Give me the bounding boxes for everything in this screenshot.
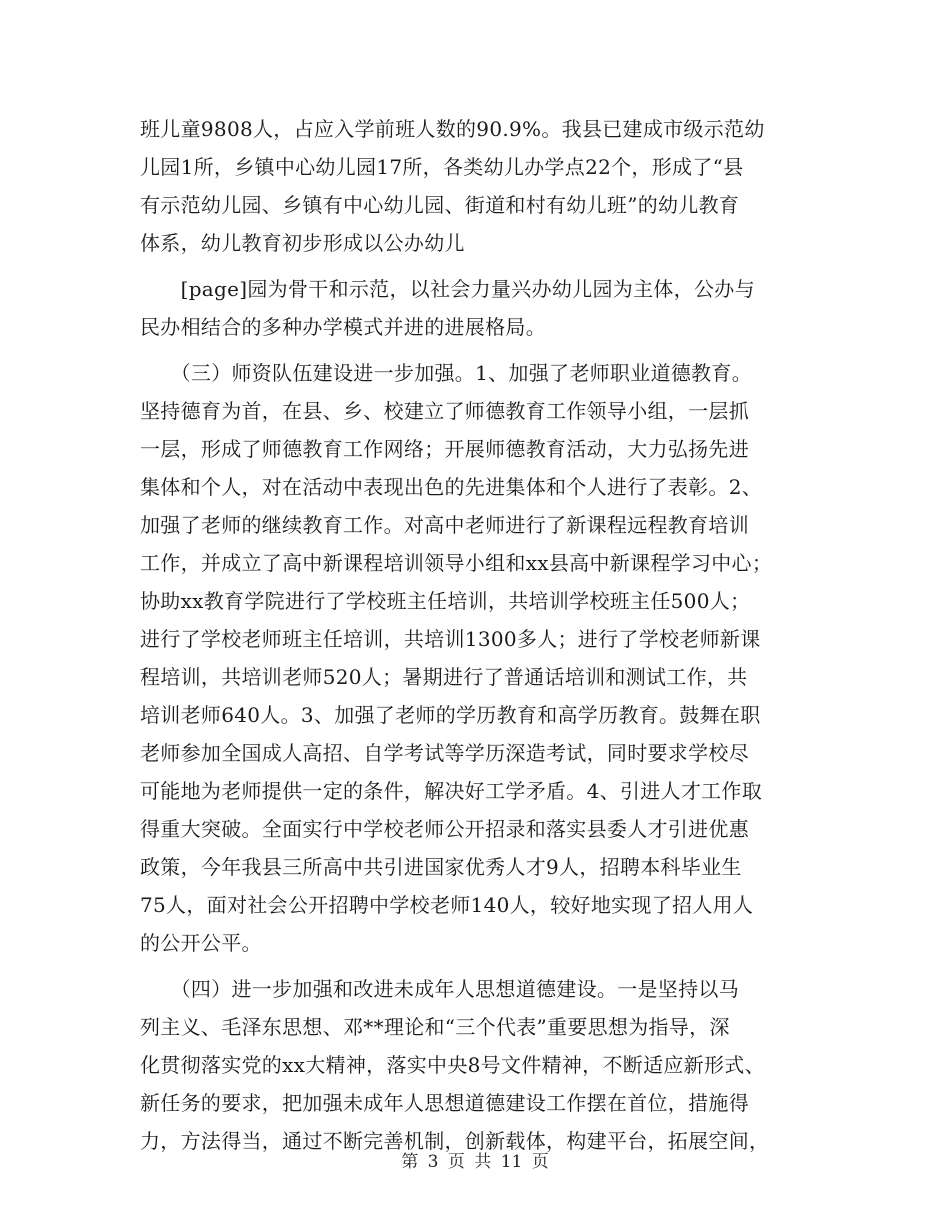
text-line: 一层，形成了师德教育工作网络；开展师德教育活动，大力弘扬先进: [140, 437, 749, 461]
text-line: 民办相结合的多种办学模式并进的进展格局。: [140, 315, 546, 339]
text-line: 坚持德育为首，在县、乡、校建立了师德教育工作领导小组，一层抓: [140, 399, 749, 423]
text-line: 政策，今年我县三所高中共引进国家优秀人才9人，招聘本科毕业生: [140, 855, 742, 879]
text-line: 工作，并成立了高中新课程培训领导小组和xx县高中新课程学习中心；: [140, 551, 773, 575]
footer-total-label: 共: [474, 1152, 492, 1172]
text-line: 程培训，共培训老师520人；暑期进行了普通话培训和测试工作，共: [140, 665, 748, 689]
text-line: [page]园为骨干和示范，以社会力量兴办幼儿园为主体，公办与: [140, 277, 755, 301]
text-line: 75人，面对社会公开招聘中学校老师140人，较好地实现了招人用人: [140, 893, 754, 917]
footer-suffix: 页: [531, 1152, 549, 1172]
text-line: 新任务的要求，把加强未成年人思想道德建设工作摆在首位，措施得: [140, 1091, 749, 1115]
paragraph: [140, 354, 820, 962]
text-line: 列主义、毛泽东思想、邓**理论和“三个代表”重要思想为指导，深: [140, 1015, 730, 1039]
page-footer: [0, 1150, 950, 1174]
text-line: 的公开公平。: [140, 931, 262, 955]
document-body: [140, 110, 820, 1168]
text-line: 协助xx教育学院进行了学校班主任培训，共培训学校班主任500人；: [140, 589, 751, 613]
text-line: 力，方法得当，通过不断完善机制，创新载体，构建平台，拓展空间，: [140, 1129, 770, 1153]
text-line: （三）师资队伍建设进一步加强。1、加强了老师职业道德教育。: [140, 361, 753, 385]
text-line: 班儿童9808人，占应入学前班人数的90.9%。我县已建成市级示范幼: [140, 117, 765, 141]
paragraph: [140, 270, 820, 346]
text-line: 加强了老师的继续教育工作。对高中老师进行了新课程远程教育培训: [140, 513, 749, 537]
text-line: 培训老师640人。3、加强了老师的学历教育和高学历教育。鼓舞在职: [140, 703, 761, 727]
footer-page-label: 页: [447, 1152, 465, 1172]
text-line: 儿园1所，乡镇中心幼儿园17所，各类幼儿办学点22个，形成了“县: [140, 155, 744, 179]
text-line: 集体和个人，对在活动中表现出色的先进集体和个人进行了表彰。2、: [140, 475, 763, 499]
text-line: 体系，幼儿教育初步形成以公办幼儿: [140, 231, 465, 255]
paragraph: [140, 110, 820, 262]
text-line: （四）进一步加强和改进未成年人思想道德建设。一是坚持以马: [140, 977, 739, 1001]
text-line: 有示范幼儿园、乡镇有中心幼儿园、街道和村有幼儿班”的幼儿教育: [140, 193, 740, 217]
paragraph: [140, 970, 820, 1160]
current-page-number: 3: [427, 1152, 439, 1172]
text-line: 可能地为老师提供一定的条件，解决好工学矛盾。4、引进人才工作取: [140, 779, 763, 803]
text-line: 得重大突破。全面实行中学校老师公开招录和落实县委人才引进优惠: [140, 817, 749, 841]
footer-prefix: 第: [401, 1152, 419, 1172]
total-pages-number: 11: [500, 1152, 523, 1172]
text-line: 老师参加全国成人高招、自学考试等学历深造考试，同时要求学校尽: [140, 741, 749, 765]
text-line: 进行了学校老师班主任培训，共培训1300多人；进行了学校老师新课: [140, 627, 761, 651]
text-line: 化贯彻落实党的xx大精神，落实中央8号文件精神，不断适应新形式、: [140, 1053, 765, 1077]
